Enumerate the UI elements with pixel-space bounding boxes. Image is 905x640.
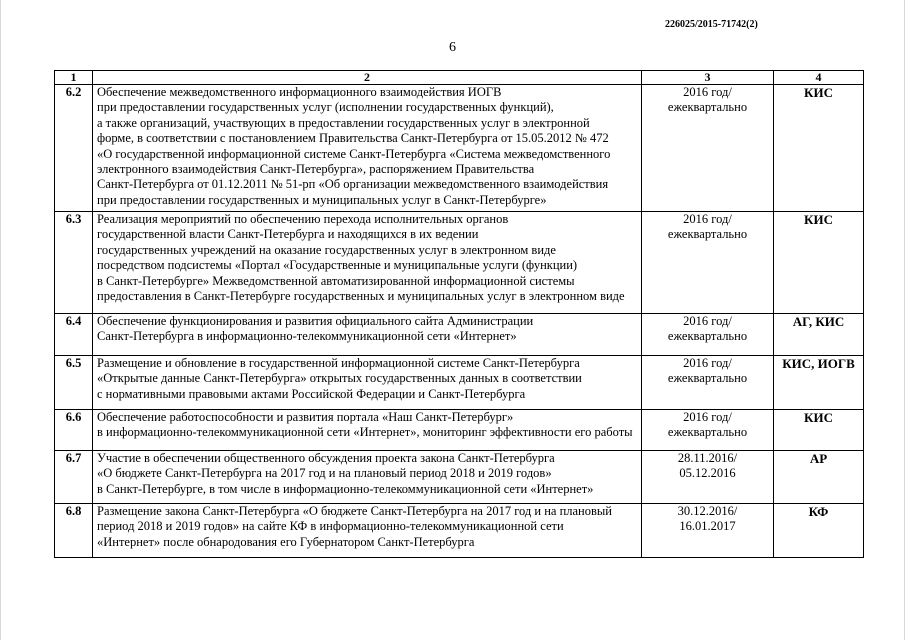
- item-number: 6.8: [55, 504, 93, 558]
- item-number: 6.6: [55, 410, 93, 451]
- table-row: [55, 410, 864, 451]
- item-term: 28.11.2016/ 05.12.2016: [642, 451, 774, 504]
- item-responsible: КИС: [774, 410, 864, 451]
- column-header: 1: [55, 71, 93, 85]
- item-term: 2016 год/ ежеквартально: [642, 85, 774, 212]
- item-number: 6.5: [55, 356, 93, 410]
- table-header-row: [55, 71, 864, 85]
- column-header: 2: [93, 71, 642, 85]
- item-description: Обеспечение межведомственного информационного взаимодействия ИОГВ при предоставлении государственных услуг (исполнении государственных функций), а также организаций, участвующих в предоставлении государственных услуг в электронной форме, в соответствии с постановлением Правительства Санкт-Петербурга от 15.05.2012 № 472 «О государственной информационной системе Санкт-Петербурга «Система межведомственного электронного взаимодействия Санкт-Петербурга», распоряжением Правительства Санкт-Петербурга от 01.12.2011 № 51-рп «Об организации межведомственного взаимодействия при предоставлении государственных и муниципальных услуг в Санкт-Петербурге»: [93, 85, 642, 212]
- table-row: [55, 212, 864, 314]
- item-number: 6.4: [55, 314, 93, 356]
- item-responsible: АР: [774, 451, 864, 504]
- item-number: 6.3: [55, 212, 93, 314]
- item-number: 6.7: [55, 451, 93, 504]
- item-responsible: КИС: [774, 85, 864, 212]
- item-responsible: АГ, КИС: [774, 314, 864, 356]
- item-responsible: КИС: [774, 212, 864, 314]
- item-term: 2016 год/ ежеквартально: [642, 356, 774, 410]
- item-responsible: КИС, ИОГВ: [774, 356, 864, 410]
- item-description: Обеспечение работоспособности и развития портала «Наш Санкт-Петербург» в информационно-телекоммуникационной сети «Интернет», мониторинг эффективности его работы: [93, 410, 642, 451]
- scan-edge-left: [0, 0, 1, 640]
- item-description: Участие в обеспечении общественного обсуждения проекта закона Санкт-Петербурга «О бюджете Санкт-Петербурга на 2017 год и на плановый период 2018 и 2019 годов» в Санкт-Петербурге, в том числе в информационно-телекоммуникационной сети «Интернет»: [93, 451, 642, 504]
- item-term: 30.12.2016/ 16.01.2017: [642, 504, 774, 558]
- item-number: 6.2: [55, 85, 93, 212]
- item-description: Реализация мероприятий по обеспечению перехода исполнительных органов государственной власти Санкт-Петербурга и находящихся в их ведении государственных учреждений на оказание государственных услуг в электронном виде посредством подсистемы «Портал «Государственные и муниципальные услуги (функции) в Санкт-Петербурге» Межведомственной автоматизированной информационной системы предоставления в Санкт-Петербурге государственных и муниципальных услуг в электронном виде: [93, 212, 642, 314]
- table-row: [55, 504, 864, 558]
- item-description: Обеспечение функционирования и развития официального сайта Администрации Санкт-Петербурга в информационно-телекоммуникационной сети «Интернет»: [93, 314, 642, 356]
- item-term: 2016 год/ ежеквартально: [642, 212, 774, 314]
- item-responsible: КФ: [774, 504, 864, 558]
- item-term: 2016 год/ ежеквартально: [642, 314, 774, 356]
- table-row: [55, 85, 864, 212]
- column-header: 3: [642, 71, 774, 85]
- column-header: 4: [774, 71, 864, 85]
- item-description: Размещение и обновление в государственной информационной системе Санкт-Петербурга «Открытые данные Санкт-Петербурга» открытых государственных данных в соответствии с нормативными правовыми актами Российской Федерации и Санкт-Петербурга: [93, 356, 642, 410]
- table-row: [55, 314, 864, 356]
- item-description: Размещение закона Санкт-Петербурга «О бюджете Санкт-Петербурга на 2017 год и на плановый период 2018 и 2019 годов» на сайте КФ в информационно-телекоммуникационной сети «Интернет» после обнародования его Губернатором Санкт-Петербурга: [93, 504, 642, 558]
- table-row: [55, 356, 864, 410]
- page-number: 6: [449, 40, 456, 55]
- plan-table: [54, 70, 864, 558]
- table-row: [55, 451, 864, 504]
- item-term: 2016 год/ ежеквартально: [642, 410, 774, 451]
- document-number: 226025/2015-71742(2): [665, 19, 758, 30]
